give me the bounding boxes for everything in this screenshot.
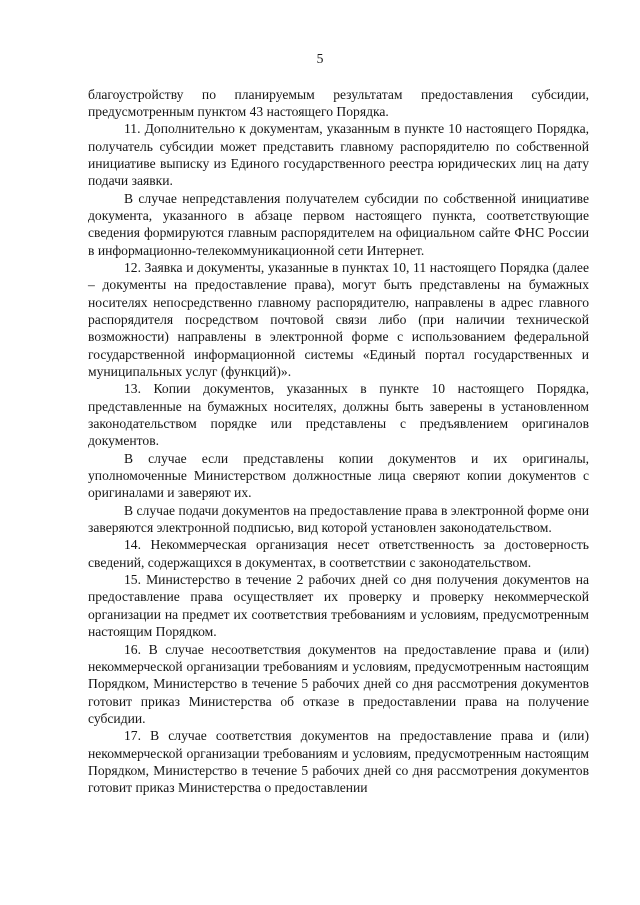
paragraph-11-second-abzac: В случае непредставления получателем субсидии по собственной инициативе документа, указанного в абзаце первом настоящего пункта, соответствующие сведения формируются главным распорядителем на официальном сайте ФНС России в информационно-телекоммуникационной сети Интернет.: [88, 190, 589, 258]
paragraph-13: 13. Копии документов, указанных в пункте 10 настоящего Порядка, представленные на бумажных носителях, должны быть заверены в установленном законодательством порядке или представлены с предъявлением оригиналов документов.: [88, 381, 589, 449]
paragraph-continuation: благоустройству по планируемым результатам предоставления субсидии, предусмотренным пунктом 43 настоящего Порядка.: [88, 86, 589, 119]
paragraph-12: 12. Заявка и документы, указанные в пунктах 10, 11 настоящего Порядка (далее – документы на предоставление права), могут быть представлены на бумажных носителях непосредственно главному распорядителю, направлены в адрес главного распорядителя посредством почтовой связи либо (при наличии технической возможности) направлены в электронной форме с использованием федеральной государственной информационной системы «Единый портал государственных и муниципальных услуг (функций)».: [88, 259, 589, 379]
paragraph-11: 11. Дополнительно к документам, указанным в пункте 10 настоящего Порядка, получатель субсидии может представить главному распорядителю по собственной инициативе выписку из Единого государственного реестра юридических лиц на дату подачи заявки.: [88, 121, 589, 189]
document-body: [88, 86, 589, 797]
paragraph-14: 14. Некоммерческая организация несет ответственность за достоверность сведений, содержащихся в документах, в соответствии с законодательством.: [88, 537, 589, 570]
paragraph-15: 15. Министерство в течение 2 рабочих дней со дня получения документов на предоставление права осуществляет их проверку и проверку некоммерческой организации на предмет их соответствия требованиям и условиям, предусмотренным настоящим Порядком.: [88, 572, 589, 640]
page-number: 5: [316, 51, 324, 66]
paragraph-17: 17. В случае соответствия документов на предоставление права и (или) некоммерческой организации требованиям и условиям, предусмотренным настоящим Порядком, Министерство в течение 5 рабочих дней со дня рассмотрения документов готовит приказ Министерства о предоставлении: [88, 728, 589, 796]
paragraph-13-third-abzac: В случае подачи документов на предоставление права в электронной форме они заверяются электронной подписью, вид которой установлен законодательством.: [88, 502, 589, 536]
paragraph-13-second-abzac: В случае если представлены копии документов и их оригиналы, уполномоченные Министерством должностные лица сверяют копии документов с оригиналами и заверяют их.: [88, 450, 589, 501]
paragraph-16: 16. В случае несоответствия документов на предоставление права и (или) некоммерческой организации требованиям и условиям, предусмотренным настоящим Порядком, Министерство в течение 5 рабочих дней со дня рассмотрения документов готовит приказ Министерства об отказе в предоставлении права на получение субсидии.: [88, 641, 589, 726]
